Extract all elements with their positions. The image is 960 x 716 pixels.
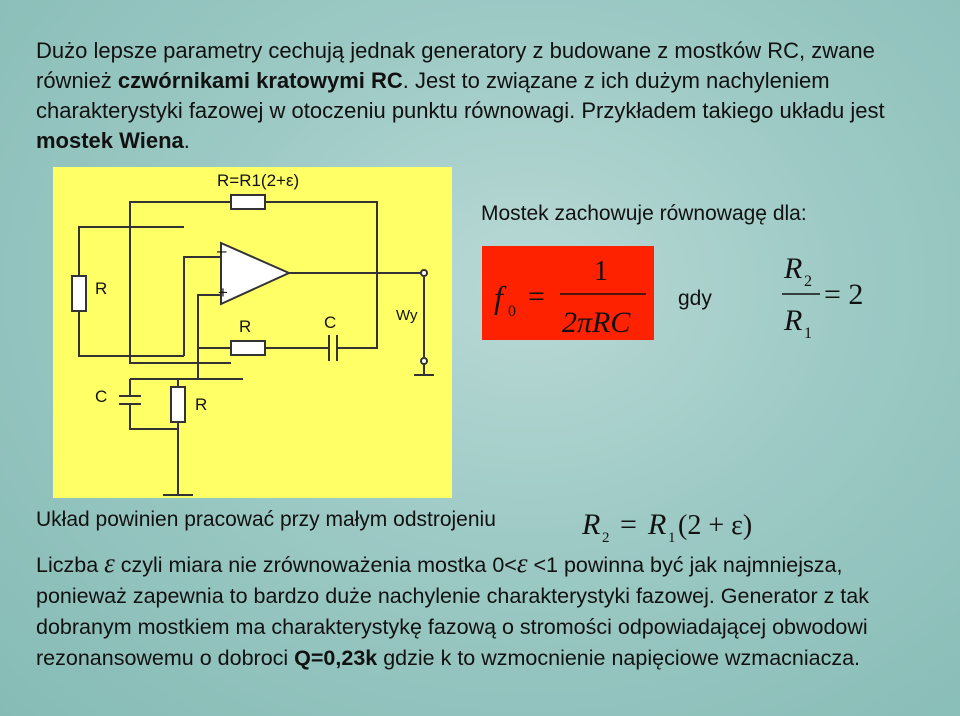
condition-text: Układ powinien pracować przy małym odstrojeniu	[36, 508, 496, 531]
condition-formula	[582, 502, 782, 546]
cond-paren: (2 + ε)	[678, 510, 753, 541]
circuit-label-r-bottom: R	[195, 395, 208, 414]
circuit-schematic	[53, 167, 452, 498]
intro-paragraph	[36, 36, 916, 156]
ratio-eq2: = 2	[824, 278, 864, 311]
cond-r2: R	[582, 508, 601, 541]
description-paragraph	[36, 548, 936, 674]
ratio-r2: R	[784, 252, 803, 285]
intro-text-2: . Jest to związane z ich dużym nachyleniem charakterystyki fazowej w otoczeniu punktu równowagi. Przykładem takiego układu jest	[36, 68, 885, 123]
circuit-label-plus: +	[218, 283, 228, 302]
intro-text-1: Dużo lepsze parametry cechują jednak generatory z budowane z mostków RC, zwane również	[36, 38, 875, 93]
gdy-label: gdy	[678, 287, 712, 310]
circuit-label-top: R=R1(2+ε)	[217, 171, 300, 190]
cond-r2-sub: 2	[602, 530, 610, 546]
circuit-label-c-mid: C	[324, 313, 337, 332]
ratio-formula	[780, 246, 890, 342]
formula-f-sub: 0	[508, 303, 516, 320]
desc-text-4: gdzie k to wzmocnienie napięciowe wzmacniacza.	[377, 646, 861, 670]
desc-text-3: <1 powinna być jak najmniejsza, ponieważ zapewnia to bardzo duże nachylenie charakterystyki fazowej. Generator z tak dobranym mostkiem ma charakterystykę fazową o stromości odpowiadającej obwodowi rezonansowemu o dobroci	[36, 553, 869, 670]
wien-bridge-circuit	[53, 167, 452, 498]
circuit-label-c-bottom: C	[95, 387, 108, 406]
cond-r1: R	[648, 508, 667, 541]
balance-caption: Mostek zachowuje równowagę dla:	[481, 202, 807, 225]
formula-den: 2πRC	[562, 306, 631, 339]
frequency-formula-svg	[482, 246, 654, 340]
desc-eps-1: ε	[104, 548, 115, 578]
cond-r1-sub: 1	[668, 530, 676, 546]
desc-q-bold: Q=0,23k	[294, 646, 378, 670]
circuit-label-wy: Wy	[396, 307, 418, 324]
intro-bold-2: mostek Wiena	[36, 128, 184, 153]
ratio-r2-sub: 2	[804, 273, 812, 290]
ratio-r1-sub: 1	[804, 325, 812, 342]
formula-num: 1	[594, 256, 608, 287]
intro-bold-1: czwórnikami kratowymi RC	[117, 68, 403, 93]
formula-f: f	[494, 279, 503, 315]
circuit-label-r-mid: R	[239, 317, 252, 336]
cond-eq: =	[620, 508, 637, 541]
desc-text-1: Liczba	[36, 553, 105, 577]
ratio-r1: R	[784, 304, 803, 337]
frequency-formula	[482, 246, 654, 340]
intro-text-3: .	[183, 128, 190, 153]
desc-text-2: czyli miara nie zrównoważenia mostka 0<	[114, 553, 517, 577]
circuit-label-r-left: R	[95, 279, 108, 298]
formula-eq: =	[528, 280, 545, 313]
circuit-label-minus: –	[217, 241, 227, 260]
desc-eps-2: ε	[516, 548, 528, 578]
